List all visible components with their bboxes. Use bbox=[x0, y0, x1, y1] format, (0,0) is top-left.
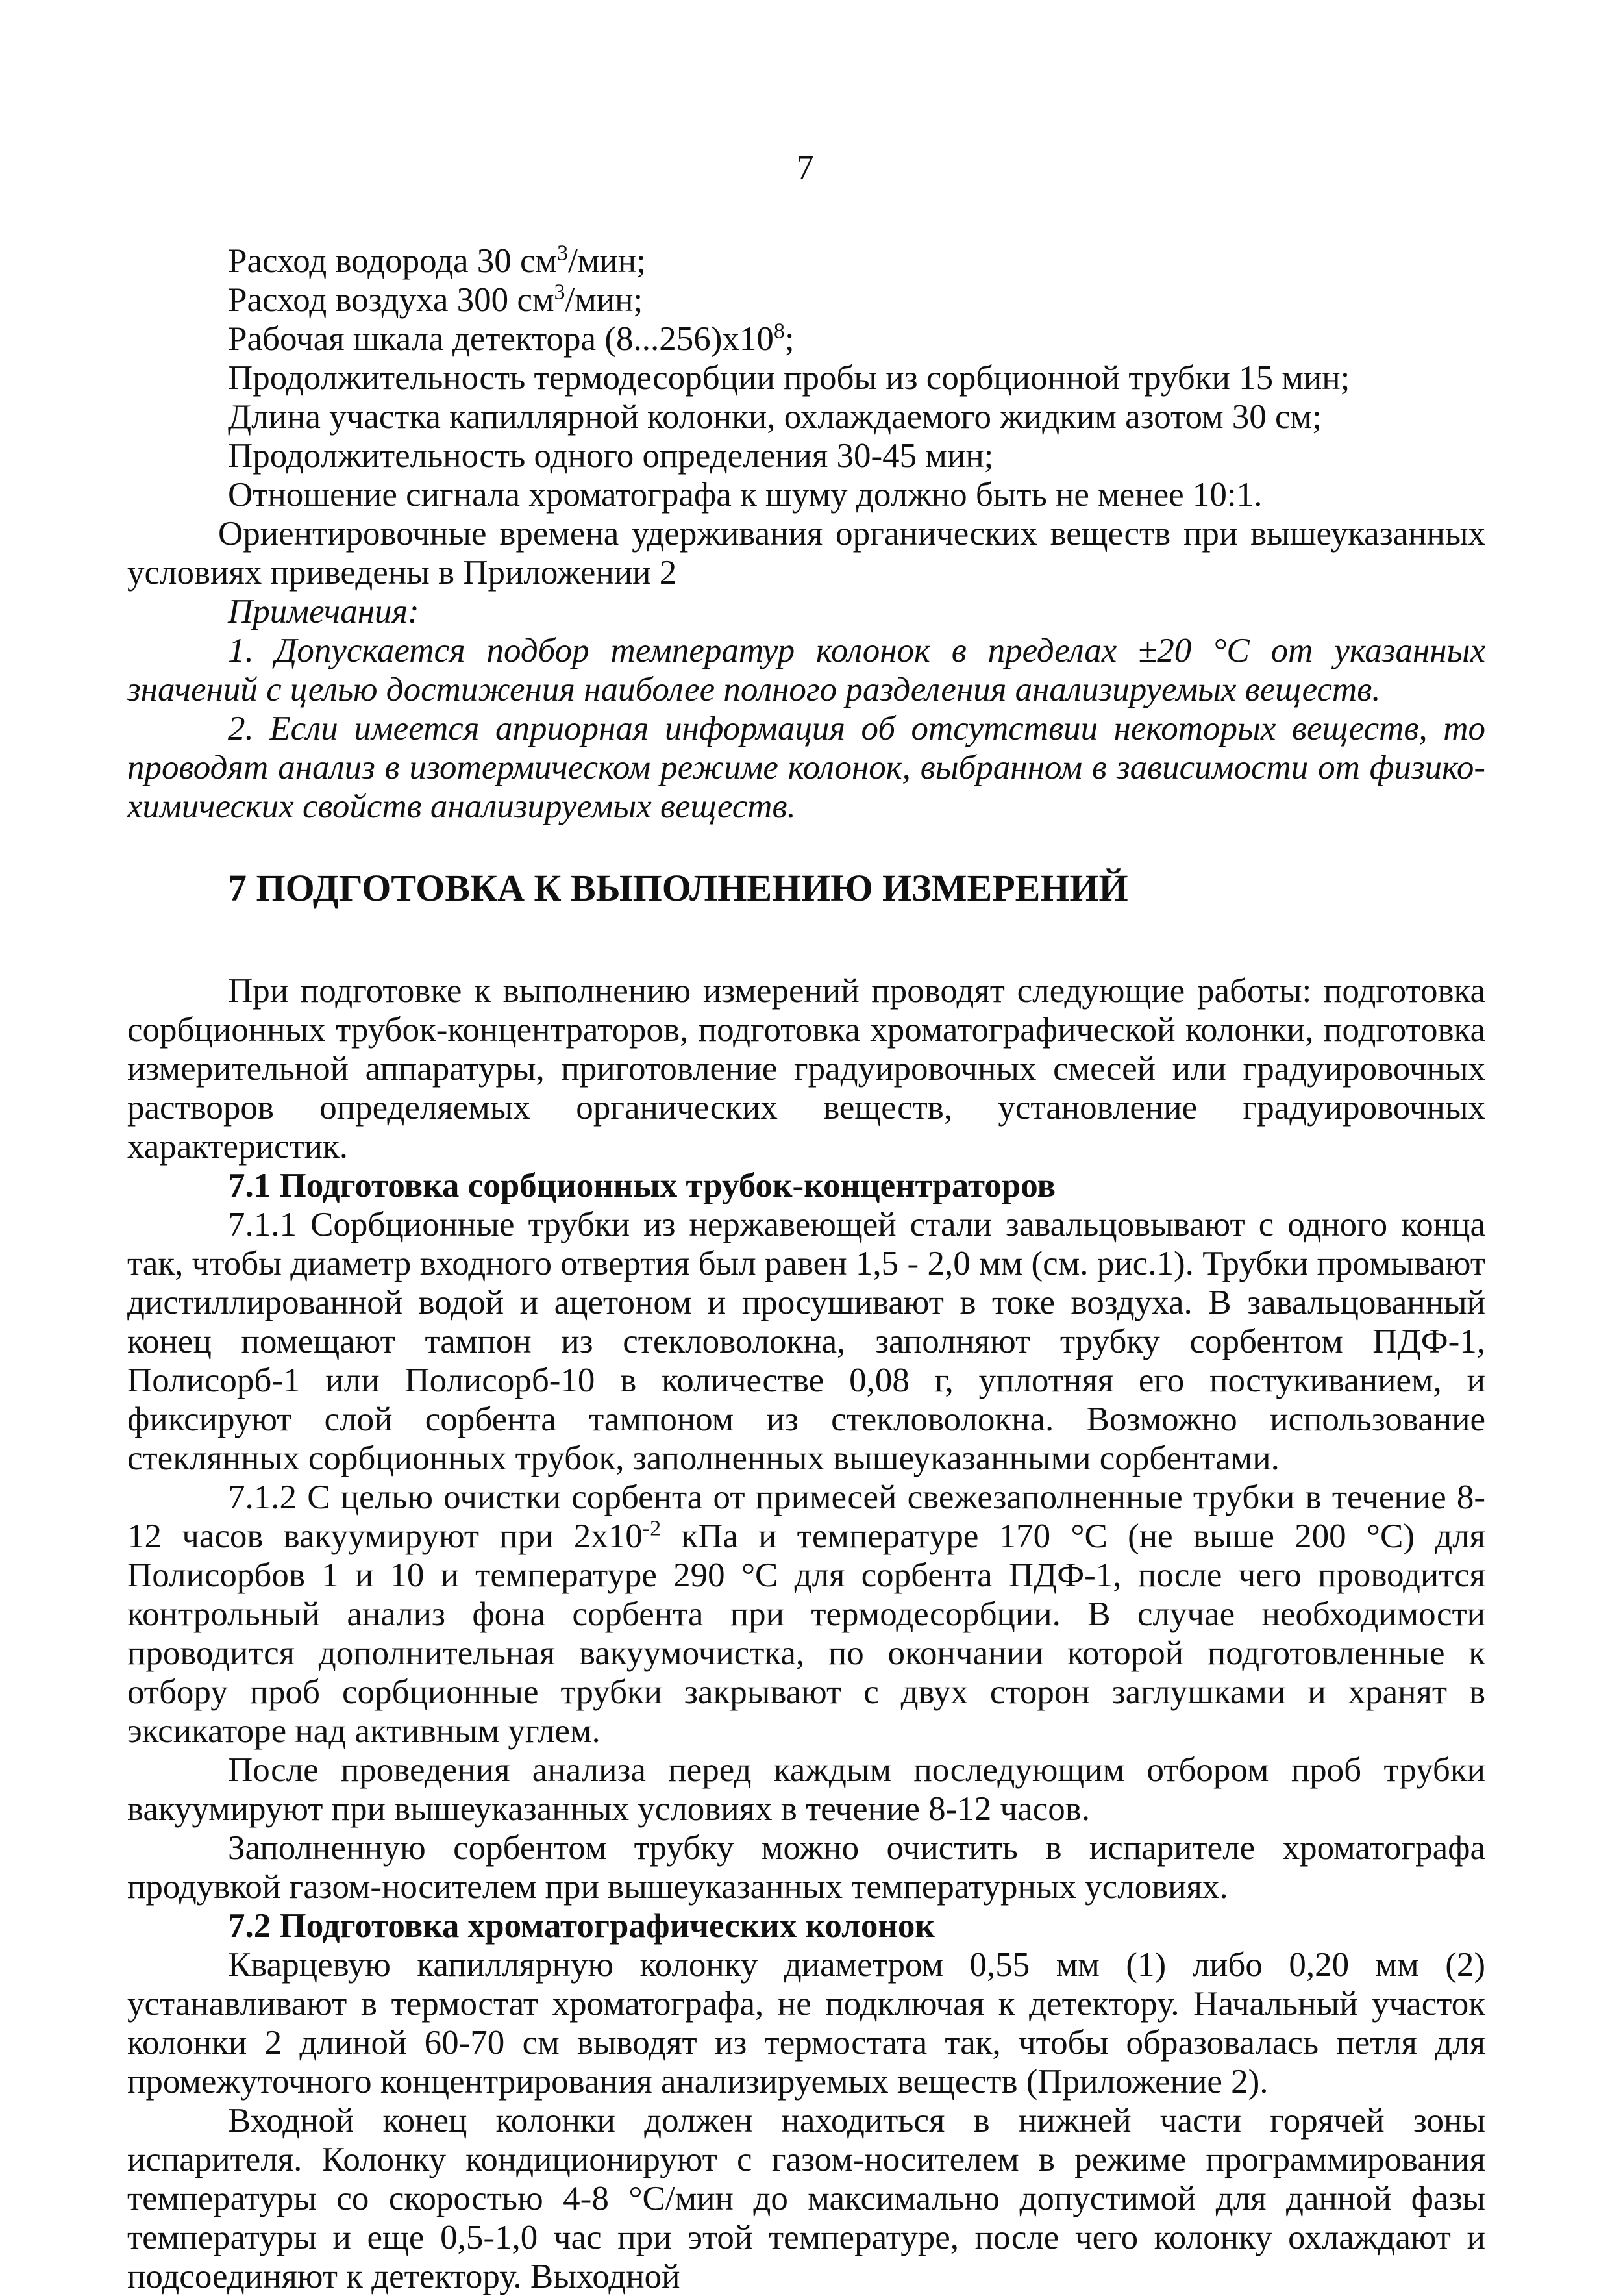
condition-line: Продолжительность одного определения 30-45 мин; bbox=[228, 437, 994, 475]
condition-line: Длина участка капиллярной колонки, охлаждаемого жидким азотом 30 см; bbox=[228, 398, 1322, 436]
section-heading: 7 ПОДГОТОВКА К ВЫПОЛНЕНИЮ ИЗМЕРЕНИЙ bbox=[228, 867, 1128, 909]
retention-paragraph: Ориентировочные времена удерживания органических веществ при вышеуказанных условиях приведены в Приложении 2 bbox=[127, 515, 1485, 592]
paragraph-7-2-column: Кварцевую капиллярную колонку диаметром 0,55 мм (1) либо 0,20 мм (2) устанавливают в термостат хроматографа, не подключая к детектору. Начальный участок колонки 2 длиной 60-70 см выводят из термостата так, чтобы образовалась петля для промежуточного концентрирования анализируемых веществ (Приложение 2). bbox=[127, 1946, 1485, 2101]
note-2: 2. Если имеется априорная информация об отсутствии некоторых веществ, то проводят анализ в изотермическом режиме колонок, выбранном в зависимости от физико-химических свойств анализируемых веществ. bbox=[127, 710, 1485, 825]
intro-paragraph: При подготовке к выполнению измерений проводят следующие работы: подготовка сорбционных трубок-концентраторов, подготовка хроматографической колонки, подготовка измерительной аппаратуры, приготовление градуировочных смесей или градуировочных растворов определяемых органических веществ, установление градуировочных характеристик. bbox=[127, 972, 1485, 1166]
page-number: 7 bbox=[796, 148, 814, 187]
condition-line: Продолжительность термодесорбции пробы из сорбционной трубки 15 мин; bbox=[228, 359, 1350, 397]
condition-line: Расход воздуха 300 $см^3$/мин; bbox=[228, 280, 643, 319]
condition-line: Рабочая шкала детектора $(8...256)х10^8$; bbox=[228, 319, 795, 358]
paragraph-7-1-1: 7.1.1 Сорбционные трубки из нержавеющей стали завальцовывают с одного конца так, чтобы диаметр входного отвертия был равен 1,5 - 2,0 мм (см. рис.1). Трубки промывают дистиллированной водой и ацетоном и просушивают в токе воздуха. В завальцованный конец помещают тампон из стекловолокна, заполняют трубку сорбентом ПДФ-1, Полисорб-1 или Полисорб-10 в количестве 0,08 г, уплотняя его постукиванием, и фиксируют слой сорбента тампоном из стекловолокна. Возможно использование стеклянных сорбционных трубок, заполненных вышеуказанными сорбентами. bbox=[127, 1206, 1485, 1477]
page-content bbox=[127, 242, 1485, 2296]
paragraph-filled-tube: Заполненную сорбентом трубку можно очистить в испарителе хроматографа продувкой газом-носителем при вышеуказанных температурных условиях. bbox=[127, 1829, 1485, 1906]
paragraph-after-analysis: После проведения анализа перед каждым последующим отбором проб трубки вакуумируют при вышеуказанных условиях в течение 8-12 часов. bbox=[127, 1751, 1485, 1828]
condition-line: Отношение сигнала хроматографа к шуму должно быть не менее 10:1. bbox=[228, 476, 1263, 514]
paragraph-7-2-inlet: Входной конец колонки должен находиться в нижней части горячей зоны испарителя. Колонку кондиционируют с газом-носителем в режиме программирования температуры со скоростью 4-8 °С/мин до максимально допустимой для данной фазы температуры и еще 0,5-1,0 час при этой температуре, после чего колонку охлаждают и подсоединяют к детектору. Выходной bbox=[127, 2102, 1485, 2295]
note-1: 1. Допускается подбор температур колонок в пределах ±20 °С от указанных значений с целью достижения наиболее полного разделения анализируемых веществ. bbox=[127, 632, 1485, 708]
notes-title: Примечания: bbox=[228, 593, 419, 630]
paragraph-7-1-2: 7.1.2 С целью очистки сорбента от примесей свежезаполненные трубки в течение 8-12 часов вакуумируют при $2х10^{-2}$ кПа и температуре 170 °С (не выше 200 °С) для Полисорбов 1 и 10 и температуре 290 °С для сорбента ПДФ-1, после чего проводится контрольный анализ фона сорбента при термодесорбции. В случае необходимости проводится дополнительная вакуумочистка, по окончании которой подготовленные к отбору проб сорбционные трубки закрывают с двух сторон заглушками и хранят в эксикаторе над активным углем. bbox=[127, 1479, 1486, 1750]
condition-line: Расход водорода 30 $см^3$/мин; bbox=[228, 241, 646, 280]
subsection-7-2-title: 7.2 Подготовка хроматографических колонок bbox=[228, 1907, 935, 1945]
subsection-7-1-title: 7.1 Подготовка сорбционных трубок-концентраторов bbox=[228, 1167, 1056, 1204]
